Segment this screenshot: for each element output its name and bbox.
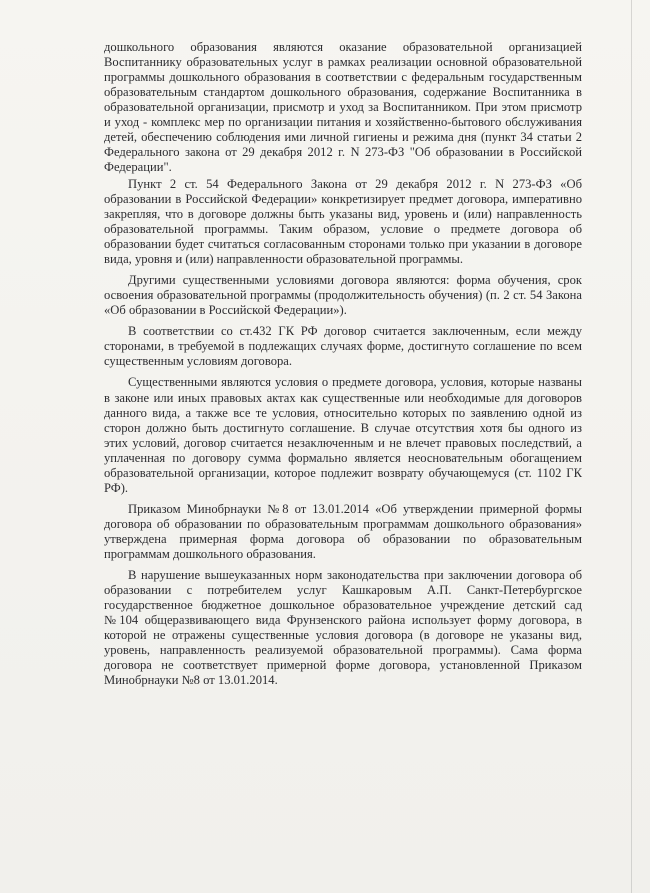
paragraph-continuation: дошкольного образования являются оказание образовательной организацией Воспитаннику образовательных услуг в рамках реализации основной образовательной программы дошкольного образования в соответствии с федеральным государственным образовательным стандартом дошкольного образования, содержание Воспитанника в образовательной организации, присмотр и уход за Воспитанником. При этом присмотр и уход - комплекс мер по организации питания и хозяйственно-бытового обслуживания детей, обеспечению соблюдения ими личной гигиены и режима дня (пункт 34 статьи 2 Федерального закона от 29 декабря 2012 г. N 273-ФЗ "Об образовании в Российской Федерации".: [104, 40, 582, 175]
paragraph-violation: В нарушение вышеуказанных норм законодательства при заключении договора об образовании с потребителем услуг Кашкаровым А.П. Санкт-Петербургское государственное бюджетное дошкольное образовательное учреждение детский сад №104 общеразвивающего вида Фрунзенского района использует форму договора, в которой не отражены существенные условия договора (в договоре не указаны вид, уровень, направленность реализуемой образовательной программы). Сама форма договора не соответствует примерной форме договора, установленной Приказом Минобрнауки №8 от 13.01.2014.: [104, 568, 582, 688]
paragraph-ministry-order: Приказом Минобрнауки №8 от 13.01.2014 «Об утверждении примерной формы договора об образовании по образовательным программам дошкольного образования» утверждена примерная форма договора об образовании по образовательным программам дошкольного образования.: [104, 501, 582, 561]
page-edge-line: [631, 0, 632, 893]
document-body: [104, 40, 582, 688]
paragraph-other-conditions: Другими существенными условиями договора являются: форма обучения, срок освоения образовательной программы (продолжительность обучения) (п. 2 ст. 54 Закона «Об образовании в Российской Федерации»).: [104, 273, 582, 318]
paragraph-essential-conditions: Существенными являются условия о предмете договора, условия, которые названы в законе или иных правовых актах как существенные или необходимые для договоров данного вида, а также все те условия, относительно которых по заявлению одной из сторон должно быть достигнуто соглашение. В случае отсутствия хотя бы одного из этих условий, договор считается незаключенным и не влечет правовых последствий, а уплаченная по договору сумма формально является неосновательным обогащением образовательной организации, которое подлежит возврату обучающемуся (ст. 1102 ГК РФ).: [104, 375, 582, 495]
paragraph-civil-code-432: В соответствии со ст.432 ГК РФ договор считается заключенным, если между сторонами, в требуемой в подлежащих случаях форме, достигнуто соглашение по всем существенным условиям договора.: [104, 324, 582, 369]
paragraph-subject-of-contract: Пункт 2 ст. 54 Федерального Закона от 29 декабря 2012 г. N 273-ФЗ «Об образовании в Российской Федерации» конкретизирует предмет договора, императивно закрепляя, что в договоре должны быть указаны вид, уровень и (или) направленность образовательной программы. Таким образом, условие о предмете договора об образовании будет считаться согласованным сторонами только при указании в договоре вида, уровня и (или) направленности образовательной программы.: [104, 176, 582, 267]
